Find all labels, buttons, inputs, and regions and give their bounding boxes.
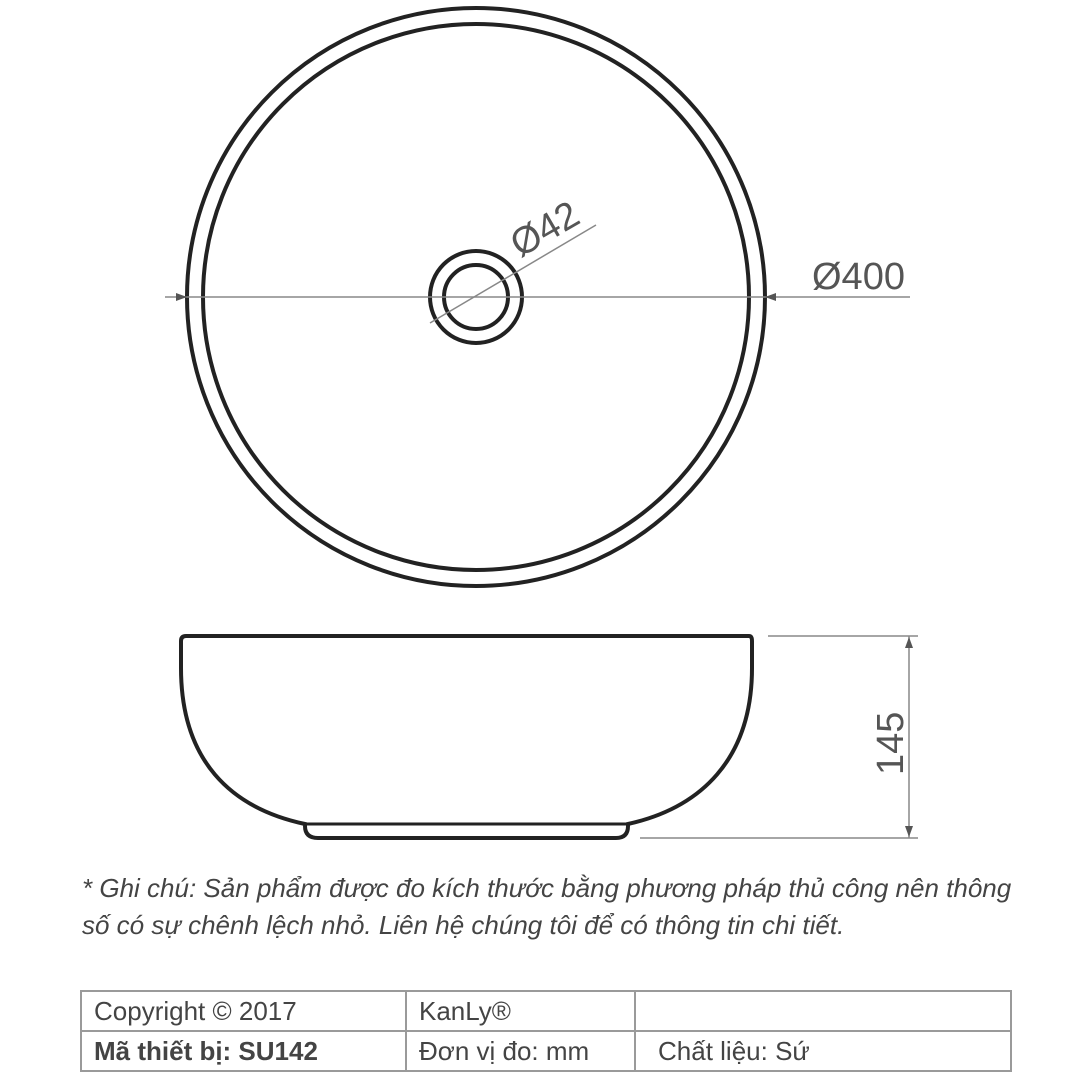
drain-diameter-label: Ø42 — [503, 193, 587, 266]
height-label: 145 — [870, 711, 912, 775]
basin-profile — [181, 636, 752, 838]
empty-cell — [635, 991, 1011, 1031]
height-arrow-top — [905, 637, 913, 648]
brand-cell: KanLy® — [406, 991, 635, 1031]
product-code-cell: Mã thiết bị: SU142 — [81, 1031, 406, 1071]
overall-diameter-label: Ø400 — [812, 256, 905, 298]
measurement-note: * Ghi chú: Sản phẩm được đo kích thước bằng phương pháp thủ công nên thông số có sự chênh lệch nhỏ. Liên hệ chúng tôi để có thông tin chi tiết. — [82, 873, 1012, 940]
spec-table — [80, 990, 1012, 1072]
material-cell: Chất liệu: Sứ — [635, 1031, 1011, 1071]
top-view — [165, 8, 910, 586]
height-arrow-bottom — [905, 826, 913, 837]
unit-cell: Đơn vị đo: mm — [406, 1031, 635, 1071]
table-row — [81, 991, 1011, 1031]
table-row — [81, 1031, 1011, 1071]
side-view — [181, 636, 918, 838]
copyright-cell: Copyright © 2017 — [81, 991, 406, 1031]
